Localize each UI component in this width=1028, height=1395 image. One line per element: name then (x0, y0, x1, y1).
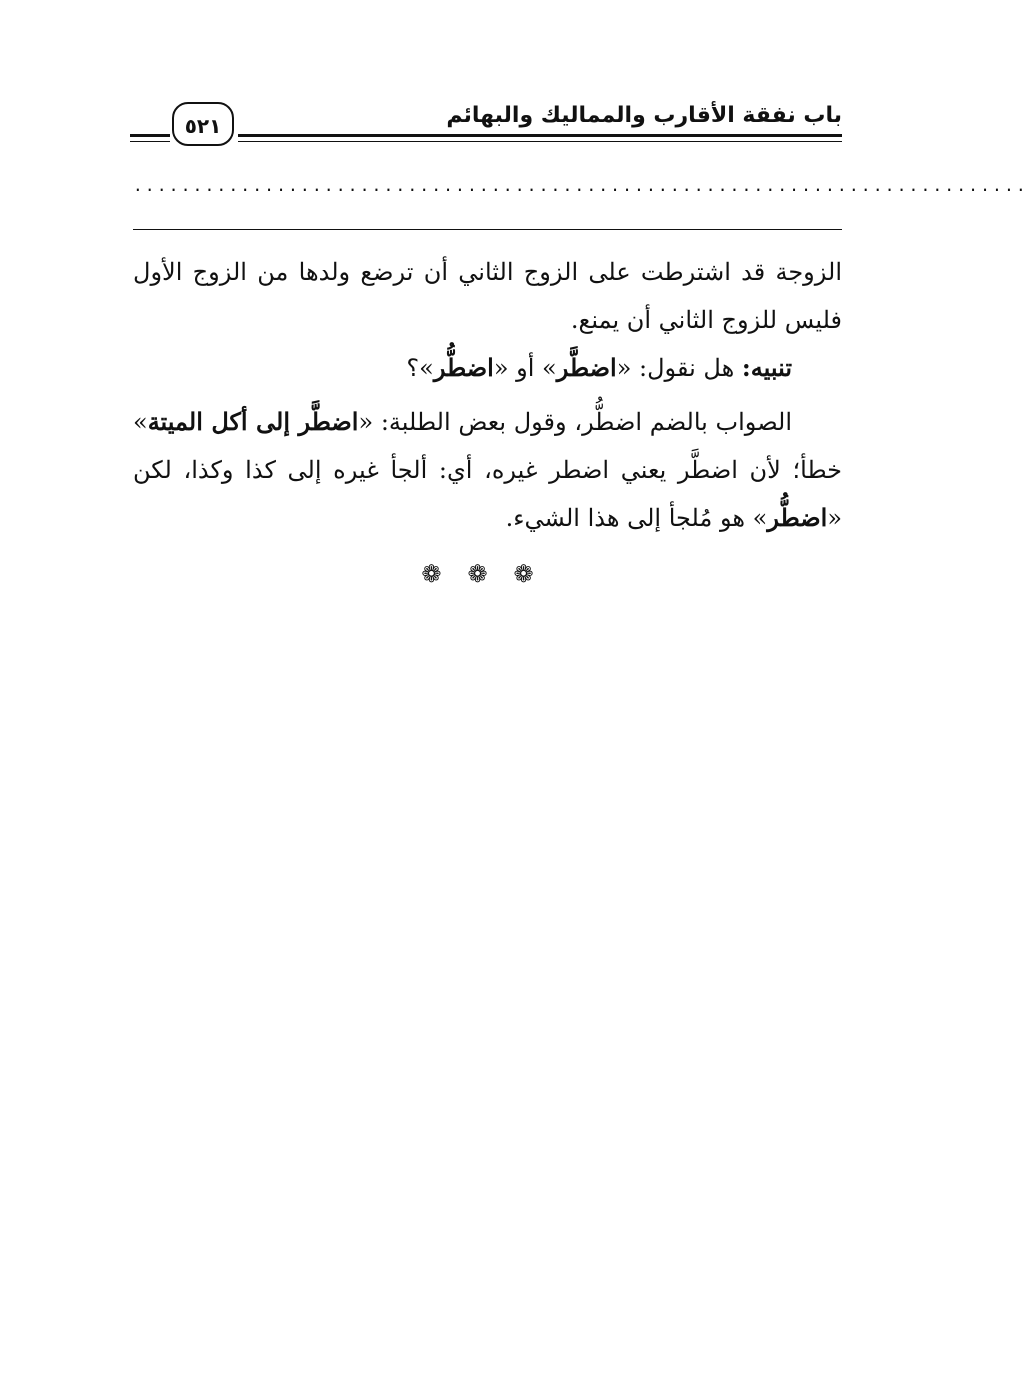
page-number: ٥٢١ (172, 102, 234, 146)
header-rule-left (130, 134, 170, 142)
paragraph-text: » هو مُلجأ إلى هذا الشيء. (505, 504, 768, 532)
paragraph (133, 398, 842, 542)
bold-phrase: اضطَّر إلى أكل الميتة (147, 407, 359, 436)
running-title: باب نفقة الأقارب والمماليك والبهائم (446, 103, 842, 128)
note-text: » أو « (493, 354, 557, 382)
separator-line (133, 229, 842, 230)
flower-icon: ❁ (467, 560, 514, 588)
section-ornaments (0, 558, 955, 590)
footnote-dots: ........................................................................... (133, 176, 1028, 195)
note-text: »؟ (406, 354, 434, 382)
bold-term: اضطُّر (433, 353, 494, 382)
note-text: هل نقول: « (616, 354, 735, 382)
page-header (130, 98, 842, 150)
paragraph-text: » خطأ؛ لأن اضطَّر يعني اضطر غيره، أي: ألجأ غيره إلى كذا وكذا، لكن « (133, 408, 842, 532)
paragraph-text: الصواب بالضم اضطُّر، وقول بعض الطلبة: « (358, 408, 792, 436)
bold-term: اضطُّر (767, 503, 828, 532)
header-rule (238, 134, 842, 142)
flower-icon: ❁ (513, 560, 560, 588)
note-paragraph (133, 344, 842, 392)
paragraph: الزوجة قد اشترطت على الزوج الثاني أن ترضع ولدها من الزوج الأول فليس للزوج الثاني أن يمنع. (133, 258, 842, 334)
main-text (133, 248, 842, 542)
flower-icon: ❁ (421, 560, 468, 588)
note-label: تنبيه: (741, 353, 792, 382)
bold-term: اضطَّر (556, 353, 617, 382)
